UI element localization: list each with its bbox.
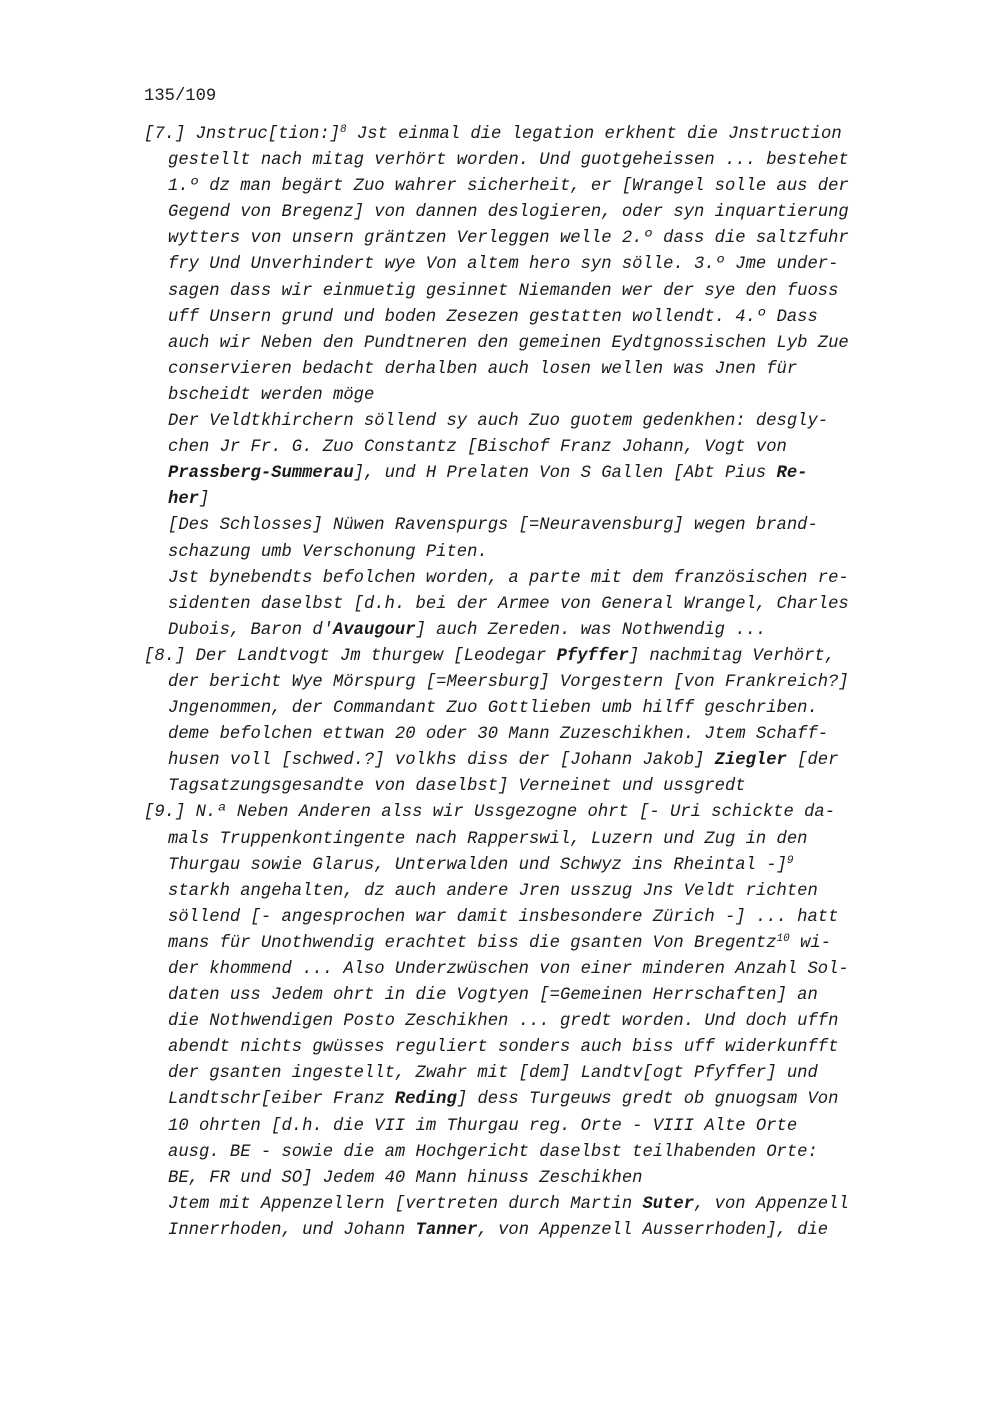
text-line (144, 513, 924, 539)
document-body (144, 122, 924, 1244)
text-line (144, 435, 924, 461)
text-segment: sidenten daselbst [d.h. bei der Armee von General Wrangel, Charles (168, 594, 849, 614)
text-segment: sagen dass wir einmuetig gesinnet Niemanden wer der sye den fuoss (168, 281, 839, 301)
text-segment: fry Und Unverhindert wye Von altem hero syn sölle. 3.º Jme under- (168, 255, 839, 275)
text-segment: bscheidt werden möge (168, 385, 375, 405)
text-segment: conservieren bedacht derhalben auch losen wellen was Jnen für (168, 359, 798, 379)
text-segment: Jtem mit Appenzellern [vertreten durch Martin (168, 1194, 643, 1214)
text-segment: der bericht Wye Mörspurg [=Meersburg] Vorgestern [von Frankreich?] (168, 672, 849, 692)
text-segment: husen voll [schwed.?] volkhs diss der [Johann Jakob] (168, 751, 715, 771)
text-line (144, 200, 924, 226)
text-line (144, 879, 924, 905)
text-line (144, 696, 924, 722)
bold-name: Ziegler (714, 751, 787, 771)
text-line (144, 592, 924, 618)
text-segment: Jst bynebendts befolchen worden, a parte mit dem französischen re- (168, 568, 849, 588)
text-line (144, 305, 924, 331)
text-line (144, 1009, 924, 1035)
text-line (144, 540, 924, 566)
text-segment: Jngenommen, der Commandant Zuo Gottlieben umb hilff geschriben. (168, 699, 818, 719)
text-segment: die Nothwendigen Posto Zeschikhen ... gredt worden. Und doch uffn (168, 1012, 839, 1032)
text-line (144, 853, 924, 879)
text-line (144, 1218, 924, 1244)
text-line (144, 722, 924, 748)
bold-name: Reding (394, 1090, 457, 1110)
text-line (144, 357, 924, 383)
text-line (144, 1140, 924, 1166)
text-line (144, 1114, 924, 1140)
text-line (144, 800, 924, 826)
text-segment: wytters von unsern gräntzen Verleggen welle 2.º dass die saltzfuhr (168, 229, 849, 249)
text-line (144, 279, 924, 305)
text-segment: [7.] Jnstruc[tion:] (144, 125, 340, 144)
text-line (144, 174, 924, 200)
text-segment: [Des Schlosses] Nüwen Ravenspurgs [=Neuravensburg] wegen brand- (168, 516, 818, 536)
text-segment: mals Truppenkontingente nach Rapperswil, Luzern und Zug in den (168, 829, 808, 849)
bold-name: Pfyffer (556, 646, 629, 666)
text-line (144, 461, 924, 487)
text-line (144, 409, 924, 435)
text-line (144, 931, 924, 957)
text-line (144, 1192, 924, 1218)
text-segment: söllend [- angesprochen war damit insbesondere Zürich -] ... hatt (168, 907, 839, 927)
text-segment: [8.] Der Landtvogt Jm thurgew [Leodegar (144, 646, 557, 666)
text-line (144, 1061, 924, 1087)
text-segment: Gegend von Bregenz] von dannen deslogieren, oder syn inquartierung (168, 203, 849, 223)
text-segment: Landtschr[eiber Franz (168, 1090, 395, 1110)
text-line (144, 252, 924, 278)
text-segment: der gsanten ingestellt, Zwahr mit [dem] Landtv[ogt Pfyffer] und (168, 1064, 818, 1084)
footnote-ref: 8 (339, 124, 347, 136)
text-line (144, 1166, 924, 1192)
text-line (144, 331, 924, 357)
bold-name: Prassberg-Summerau (168, 464, 354, 484)
text-line (144, 670, 924, 696)
text-segment: schazung umb Verschonung Piten. (168, 542, 488, 562)
text-line (144, 1087, 924, 1113)
text-line (144, 148, 924, 174)
text-segment: Tagsatzungsgesandte von daselbst] Verneinet und ussgredt (168, 777, 746, 797)
text-line (144, 618, 924, 644)
text-segment: ] (198, 490, 210, 510)
text-segment: deme befolchen ettwan 20 oder 30 Mann Zuzeschikhen. Jtem Schaff- (168, 725, 829, 745)
bold-name: Avaugour (333, 620, 416, 640)
text-line (144, 644, 924, 670)
text-segment: ausg. BE - sowie die am Hochgericht daselbst teilhabenden Orte: (168, 1142, 818, 1162)
text-segment: chen Jr Fr. G. Zuo Constantz [Bischof Franz Johann, Vogt von (168, 438, 787, 458)
bold-name: Tanner (415, 1220, 478, 1240)
bold-name: Re- (776, 464, 808, 484)
text-line (144, 957, 924, 983)
text-line (144, 383, 924, 409)
text-segment: Dubois, Baron d' (168, 620, 334, 640)
text-segment: ], und H Prelaten Von S Gallen [Abt Pius (353, 464, 777, 484)
text-segment: Der Veldtkhirchern söllend sy auch Zuo guotem gedenkhen: desgly- (168, 412, 829, 432)
text-segment: BE, FR und SO] Jedem 40 Mann hinuss Zeschikhen (168, 1168, 643, 1188)
text-line (144, 487, 924, 513)
text-line (144, 226, 924, 252)
bold-name: her (168, 490, 199, 510)
text-segment: starkh angehalten, dz auch andere Jren usszug Jns Veldt richten (168, 881, 818, 901)
text-segment: ] dess Turgeuws gredt ob gnuogsam Von (456, 1090, 839, 1110)
footnote-ref: 10 (776, 932, 790, 945)
text-segment: 1.º dz man begärt Zuo wahrer sicherheit, er [Wrangel solle aus der (168, 177, 849, 197)
text-segment: ] auch Zereden. was Nothwendig ... (415, 620, 767, 640)
text-segment: mans für Unothwendig erachtet biss die gsanten Von Bregentz (168, 933, 777, 953)
text-segment: Thurgau sowie Glarus, Unterwalden und Schwyz ins Rheintal -] (168, 855, 787, 875)
text-segment: auch wir Neben den Pundtneren den gemeinen Eydtgnossischen Lyb Zue (168, 333, 849, 353)
text-segment: uff Unsern grund und boden Zesezen gestatten wollendt. 4.º Dass (168, 307, 818, 327)
text-segment: , von Appenzell Ausserrhoden], die (477, 1220, 829, 1240)
text-segment: gestellt nach mitag verhört worden. Und guotgeheissen ... bestehet (168, 151, 849, 171)
text-segment: daten uss Jedem ohrt in die Vogtyen [=Gemeinen Herrschaften] an (168, 986, 818, 1006)
text-line (144, 905, 924, 931)
text-segment: ] nachmitag Verhört, (628, 646, 836, 666)
text-segment: abendt nichts gwüsses reguliert sonders auch biss uff widerkunfft (168, 1038, 839, 1058)
text-segment: [9.] N.ª Neben Anderen alss wir Ussgezogne ohrt [- Uri schickte da- (144, 803, 836, 823)
page-number: 135/109 (144, 87, 217, 106)
text-segment: der khommend ... Also Underzwüschen von einer minderen Anzahl Sol- (168, 960, 849, 979)
text-segment: [der (786, 751, 839, 771)
text-segment: 10 ohrten [d.h. die VII im Thurgau reg. Orte - VIII Alte Orte (168, 1116, 798, 1136)
text-line (144, 827, 924, 853)
text-segment: , von Appenzell (694, 1194, 849, 1214)
text-line (144, 1035, 924, 1061)
text-line (144, 983, 924, 1009)
text-segment: Innerrhoden, und Johann (168, 1220, 416, 1240)
footnote-ref: 9 (786, 854, 794, 867)
bold-name: Suter (642, 1194, 695, 1214)
text-line (144, 122, 924, 148)
text-line (144, 566, 924, 592)
text-segment: wi- (789, 933, 832, 953)
text-line (144, 748, 924, 774)
text-segment: Jst einmal die legation erkhent die Jnstruction (346, 125, 842, 144)
text-line (144, 774, 924, 800)
